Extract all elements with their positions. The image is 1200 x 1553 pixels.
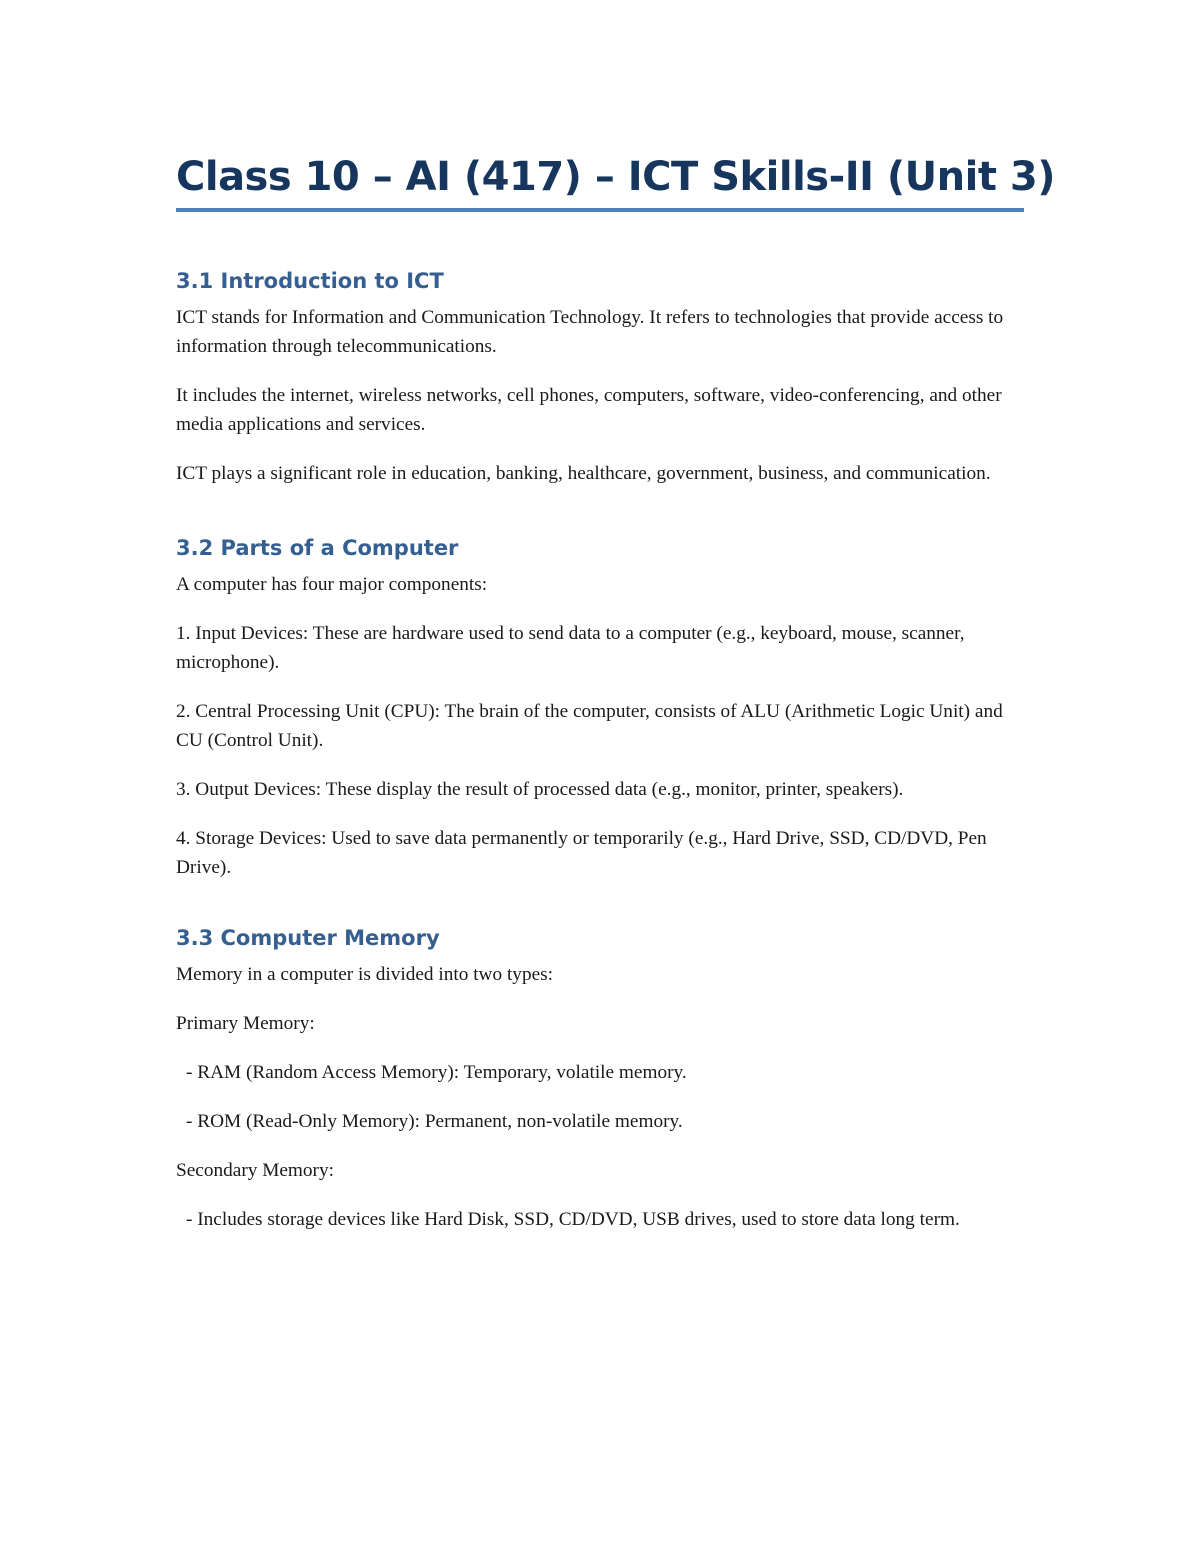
paragraph: It includes the internet, wireless networks, cell phones, computers, software, video-conferencing, and other media applications and services.	[176, 385, 1002, 435]
section-computer-memory	[176, 924, 1026, 1234]
paragraph: ICT plays a significant role in education, banking, healthcare, government, business, and communication.	[176, 463, 991, 484]
list-item: 3. Output Devices: These display the result of processed data (e.g., monitor, printer, speakers).	[176, 779, 904, 800]
list-item: 4. Storage Devices: Used to save data permanently or temporarily (e.g., Hard Drive, SSD, CD/DVD, Pen Drive).	[176, 828, 987, 878]
section-heading: 3.2 Parts of a Computer	[176, 536, 459, 560]
list-item: 2. Central Processing Unit (CPU): The brain of the computer, consists of ALU (Arithmetic Logic Unit) and CU (Control Unit).	[176, 701, 1003, 751]
section-parts-of-a-computer	[176, 534, 1026, 882]
subheading-primary-memory: Primary Memory:	[176, 1013, 315, 1034]
document-page	[176, 150, 1055, 1276]
section-heading: 3.1 Introduction to ICT	[176, 269, 444, 293]
section-introduction-to-ict	[176, 267, 1026, 488]
list-item: - RAM (Random Access Memory): Temporary, volatile memory.	[186, 1062, 687, 1083]
title-underline	[176, 208, 1024, 212]
list-item: 1. Input Devices: These are hardware used to send data to a computer (e.g., keyboard, mouse, scanner, microphone).	[176, 623, 965, 673]
list-item: - Includes storage devices like Hard Disk, SSD, CD/DVD, USB drives, used to store data long term.	[186, 1209, 960, 1230]
document-title: Class 10 – AI (417) – ICT Skills-II (Unit 3)	[176, 154, 1055, 200]
subheading-secondary-memory: Secondary Memory:	[176, 1160, 334, 1181]
paragraph: ICT stands for Information and Communication Technology. It refers to technologies that provide access to information through telecommunications.	[176, 307, 1004, 357]
paragraph: A computer has four major components:	[176, 574, 488, 595]
section-heading: 3.3 Computer Memory	[176, 926, 440, 950]
paragraph: Memory in a computer is divided into two types:	[176, 964, 554, 985]
list-item: - ROM (Read-Only Memory): Permanent, non-volatile memory.	[186, 1111, 683, 1132]
